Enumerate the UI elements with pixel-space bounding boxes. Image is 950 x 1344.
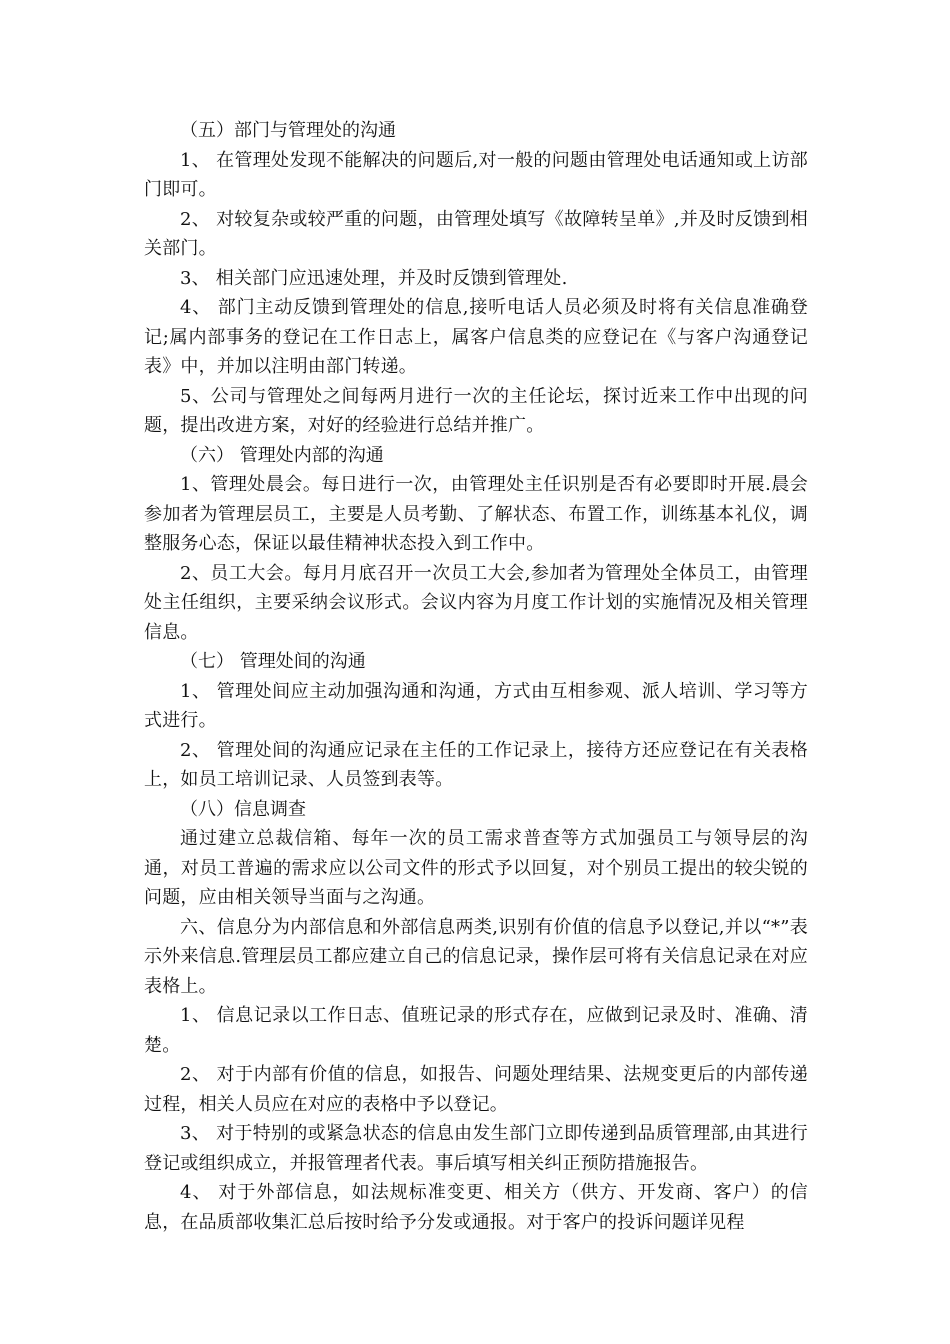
paragraph: 3、 对于特别的或紧急状态的信息由发生部门立即传递到品质管理部,由其进行登记或组织成立，并报管理者代表。事后填写相关纠正预防措施报告。 — [144, 1123, 808, 1174]
paragraph: 5、公司与管理处之间每两月进行一次的主任论坛，探讨近来工作中出现的问题，提出改进方案，对好的经验进行总结并推广。 — [144, 385, 808, 436]
paragraph: 3、 相关部门应迅速处理，并及时反馈到管理处. — [180, 267, 568, 289]
paragraph: 4、 部门主动反馈到管理处的信息,接听电话人员必须及时将有关信息准确登记;属内部事务的登记在工作日志上，属客户信息类的应登记在《与客户沟通登记表》中，并加以注明由部门转递。 — [144, 297, 808, 377]
section-heading-5: （五）部门与管理处的沟通 — [180, 120, 396, 141]
paragraph: 2、员工大会。每月月底召开一次员工大会,参加者为管理处全体员工，由管理处主任组织，主要采纳会议形式。会议内容为月度工作计划的实施情况及相关管理信息。 — [144, 562, 808, 643]
paragraph: 六、信息分为内部信息和外部信息两类,识别有价值的信息予以登记,并以“*”表示外来信息.管理层员工都应建立自己的信息记录，操作层可将有关信息记录在对应表格上。 — [144, 916, 808, 997]
paragraph: 2、 对较复杂或较严重的问题，由管理处填写《故障转呈单》,并及时反馈到相关部门。 — [144, 208, 808, 259]
paragraph: 2、 对于内部有价值的信息，如报告、问题处理结果、法规变更后的内部传递过程，相关人员应在对应的表格中予以登记。 — [144, 1064, 808, 1115]
paragraph: 1、 在管理处发现不能解决的问题后,对一般的问题由管理处电话通知或上访部门即可。 — [144, 149, 808, 200]
section-heading-7: （七） 管理处间的沟通 — [180, 651, 366, 672]
paragraph: 4、 对于外部信息，如法规标准变更、相关方（供方、开发商、客户）的信息，在品质部收集汇总后按时给予分发或通报。对于客户的投诉问题详见程 — [144, 1182, 808, 1233]
paragraph: 1、 信息记录以工作日志、值班记录的形式存在，应做到记录及时、准确、清楚。 — [144, 1005, 808, 1056]
paragraph: 1、 管理处间应主动加强沟通和沟通，方式由互相参观、派人培训、学习等方式进行。 — [144, 680, 808, 731]
paragraph: 1、管理处晨会。每日进行一次，由管理处主任识别是否有必要即时开展.晨会参加者为管理层员工，主要是人员考勤、了解状态、布置工作，训练基本礼仪，调整服务心态，保证以最佳精神状态投入到工作中。 — [144, 474, 808, 554]
paragraph: 2、 管理处间的沟通应记录在主任的工作记录上，接待方还应登记在有关表格上，如员工培训记录、人员签到表等。 — [144, 739, 808, 790]
paragraph: 通过建立总裁信箱、每年一次的员工需求普查等方式加强员工与领导层的沟通，对员工普遍的需求应以公司文件的形式予以回复，对个别员工提出的较尖锐的问题，应由相关领导当面与之沟通。 — [144, 828, 808, 908]
section-heading-6: （六） 管理处内部的沟通 — [180, 444, 384, 466]
section-heading-8: （八）信息调查 — [180, 798, 306, 820]
document-page — [144, 116, 808, 1237]
